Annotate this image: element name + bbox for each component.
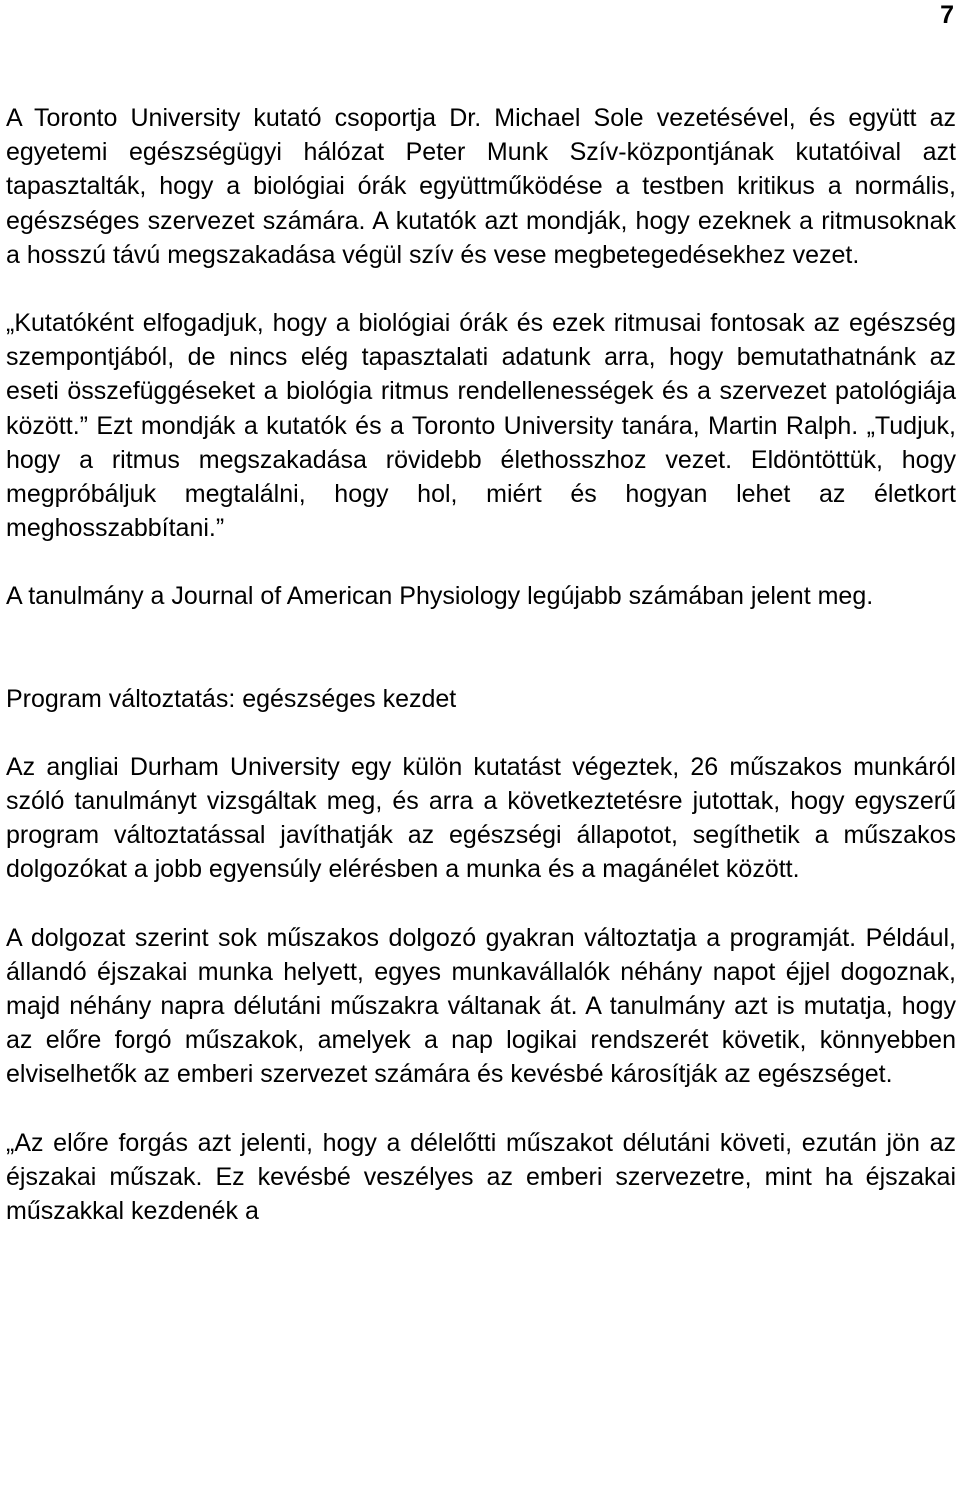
paragraph-shift-changes: A dolgozat szerint sok műszakos dolgozó gyakran változtatja a programját. Például, állandó éjszakai munka helyett, egyes munkavállalók néhány napot éjjel dogoznak, majd néhány napra délutáni műszakra váltanak át. A tanulmány azt is mutatja, hogy az előre forgó műszakok, amelyek a nap logikai rendszerét követik, könnyebben elviselhetők az emberi szervezet számára és kevésbé károsítják az egészséget. <box>6 923 956 1089</box>
paragraph-publication: A tanulmány a Journal of American Physiology legújabb számában jelent meg. <box>6 582 874 611</box>
document-body <box>6 101 956 1228</box>
paragraph-durham-study: Az angliai Durham University egy külön kutatást végeztek, 26 műszakos munkáról szóló tanulmányt vizsgáltak meg, és arra a következtetésre jutottak, hogy egyszerű program változtatással javíthatják az egészségi állapotot, segíthetik a műszakos dolgozókat a jobb egyensúly elérésben a munka és a magánélet között. <box>6 752 956 884</box>
paragraph-quote-researchers: „Kutatóként elfogadjuk, hogy a biológiai órák és ezek ritmusai fontosak az egészség szempontjából, de nincs elég tapasztalati adatunk arra, hogy bemutathatnánk az eseti összefüggéseket a biológia ritmus rendellenességek és a szervezet patológiája között.” Ezt mondják a kutatók és a Toronto University tanára, Martin Ralph. „Tudjuk, hogy a ritmus megszakadása rövidebb élethosszhoz vezet. Eldöntöttük, hogy megpróbáljuk megtalálni, hogy hol, miért és hogyan lehet az életkort meghosszabbítani.” <box>6 309 956 543</box>
paragraph-forward-rotation: „Az előre forgás azt jelenti, hogy a délelőtti műszakot délutáni követi, ezután jön az éjszakai műszak. Ez kevésbé veszélyes az emberi szervezetre, mint ha éjszakai műszakkal kezdenék a <box>6 1128 956 1226</box>
paragraph-toronto-study: A Toronto University kutató csoportja Dr. Michael Sole vezetésével, és együtt az egyetemi egészségügyi hálózat Peter Munk Szív-központjának kutatóival azt tapasztalták, hogy a biológiai órák együttműködése a testben kritikus a normális, egészséges szervezet számára. A kutatók azt mondják, hogy ezeknek a ritmusoknak a hosszú távú megszakadása végül szív és vese megbetegedésekhez vezet. <box>6 104 956 269</box>
page-number: 7 <box>940 1 954 29</box>
section-heading: Program változtatás: egészséges kezdet <box>6 684 457 713</box>
